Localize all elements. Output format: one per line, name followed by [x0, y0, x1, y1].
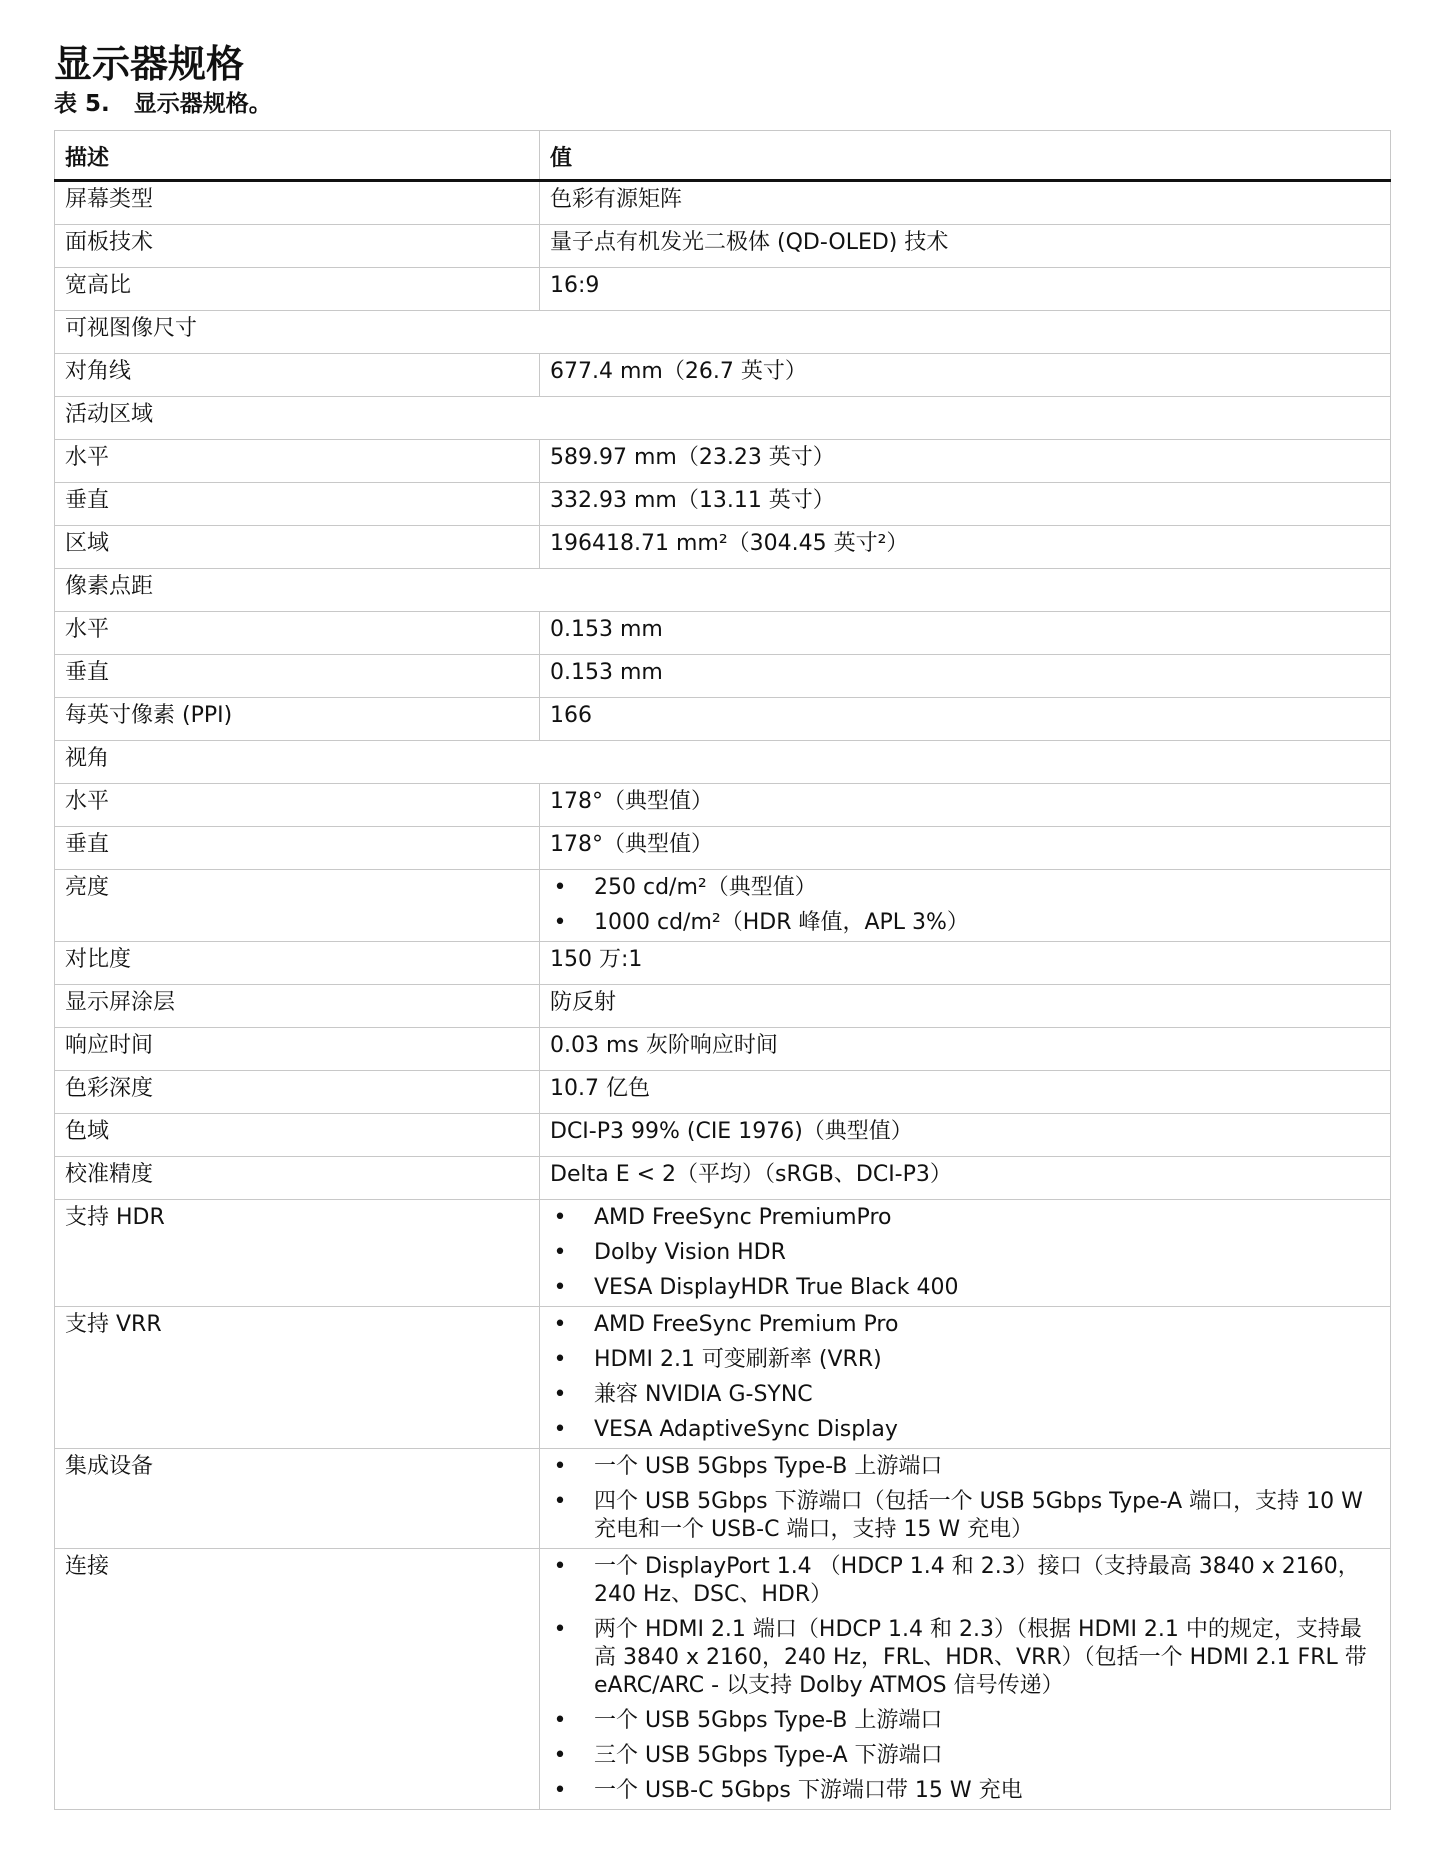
table-row [55, 1549, 1391, 1810]
list-item [550, 1239, 1380, 1267]
list-item-text: AMD FreeSync PremiumPro [594, 1205, 892, 1230]
row-label: 每英寸像素 (PPI) [55, 698, 540, 741]
row-value: 10.7 亿色 [540, 1071, 1391, 1114]
row-value: 677.4 mm（26.7 英寸） [540, 354, 1391, 397]
table-subrow [55, 483, 1391, 526]
column-header-value: 值 [540, 131, 1391, 181]
list-item-text: 一个 USB-C 5Gbps 下游端口带 15 W 充电 [594, 1778, 1023, 1803]
row-label: 区域 [55, 526, 540, 569]
list-item [550, 1616, 1380, 1700]
list-item-text: 一个 USB 5Gbps Type-B 上游端口 [594, 1708, 943, 1733]
spec-table [54, 130, 1391, 1810]
row-value: Delta E < 2（平均）（sRGB、DCI-P3） [540, 1157, 1391, 1200]
table-row [55, 225, 1391, 268]
bullet-icon: • [553, 875, 567, 900]
bullet-icon: • [553, 1417, 567, 1442]
bullet-icon: • [553, 1275, 567, 1300]
table-subrow [55, 354, 1391, 397]
row-label: 集成设备 [55, 1449, 540, 1549]
list-item [550, 1707, 1380, 1735]
row-label: 连接 [55, 1549, 540, 1810]
list-item [550, 1311, 1380, 1339]
table-header-row [55, 131, 1391, 181]
row-value [540, 1307, 1391, 1449]
table-row [55, 1449, 1391, 1549]
bullet-icon: • [553, 1454, 567, 1479]
list-item-text: Dolby Vision HDR [594, 1240, 786, 1265]
table-row [55, 311, 1391, 354]
row-value [540, 1549, 1391, 1810]
table-caption: 表 5. 显示器规格。 [54, 91, 272, 117]
value-list [550, 874, 1380, 937]
list-item-text: 250 cd/m²（典型值） [594, 875, 817, 900]
table-row [55, 1028, 1391, 1071]
row-value: 量子点有机发光二极体 (QD-OLED) 技术 [540, 225, 1391, 268]
row-value: 0.03 ms 灰阶响应时间 [540, 1028, 1391, 1071]
list-item [550, 1453, 1380, 1481]
bullet-icon: • [553, 1240, 567, 1265]
bullet-icon: • [553, 1708, 567, 1733]
list-item-text: 一个 DisplayPort 1.4 （HDCP 1.4 和 2.3）接口（支持最高 3840 x 2160，240 Hz、DSC、HDR） [594, 1554, 1360, 1607]
row-value: 178°（典型值） [540, 827, 1391, 870]
row-value: DCI-P3 99% (CIE 1976)（典型值） [540, 1114, 1391, 1157]
table-row [55, 181, 1391, 225]
list-item-text: 四个 USB 5Gbps 下游端口（包括一个 USB 5Gbps Type-A 端口，支持 10 W 充电和一个 USB-C 端口，支持 15 W 充电） [594, 1489, 1363, 1542]
list-item [550, 1346, 1380, 1374]
row-label: 垂直 [55, 483, 540, 526]
row-label: 垂直 [55, 827, 540, 870]
table-subrow [55, 440, 1391, 483]
row-label: 显示屏涂层 [55, 985, 540, 1028]
table-row [55, 1200, 1391, 1307]
list-item-text: 两个 HDMI 2.1 端口（HDCP 1.4 和 2.3）（根据 HDMI 2.1 中的规定，支持最高 3840 x 2160，240 Hz，FRL、HDR、VRR）（包括一个 HDMI 2.1 FRL 带 eARC/ARC - 以支持 Dolby ATMOS 信号传递） [594, 1617, 1367, 1698]
row-value: 色彩有源矩阵 [540, 181, 1391, 225]
bullet-icon: • [553, 1489, 567, 1514]
spec-table-body [55, 181, 1391, 1810]
row-value: 150 万:1 [540, 942, 1391, 985]
list-item [550, 1274, 1380, 1302]
row-value: 16:9 [540, 268, 1391, 311]
table-row [55, 698, 1391, 741]
row-value [540, 1200, 1391, 1307]
table-subrow [55, 612, 1391, 655]
table-subrow [55, 827, 1391, 870]
value-list [550, 1453, 1380, 1544]
row-label: 对角线 [55, 354, 540, 397]
row-label: 视角 [55, 741, 1391, 784]
list-item-text: 兼容 NVIDIA G-SYNC [594, 1382, 813, 1407]
list-item [550, 1742, 1380, 1770]
row-label: 支持 VRR [55, 1307, 540, 1449]
row-label: 可视图像尺寸 [55, 311, 1391, 354]
bullet-icon: • [553, 1743, 567, 1768]
list-item [550, 1777, 1380, 1805]
list-item-text: HDMI 2.1 可变刷新率 (VRR) [594, 1347, 882, 1372]
bullet-icon: • [553, 1205, 567, 1230]
table-row [55, 268, 1391, 311]
row-value [540, 1449, 1391, 1549]
table-row [55, 569, 1391, 612]
row-value: 166 [540, 698, 1391, 741]
bullet-icon: • [553, 910, 567, 935]
table-subrow [55, 526, 1391, 569]
row-value: 0.153 mm [540, 612, 1391, 655]
bullet-icon: • [553, 1617, 567, 1642]
list-item [550, 909, 1380, 937]
row-label: 校准精度 [55, 1157, 540, 1200]
row-label: 对比度 [55, 942, 540, 985]
list-item-text: VESA AdaptiveSync Display [594, 1417, 898, 1442]
bullet-icon: • [553, 1554, 567, 1579]
value-list [550, 1311, 1380, 1444]
list-item-text: 1000 cd/m²（HDR 峰值，APL 3%） [594, 910, 969, 935]
list-item [550, 874, 1380, 902]
row-label: 像素点距 [55, 569, 1391, 612]
list-item [550, 1553, 1380, 1609]
value-list [550, 1553, 1380, 1805]
table-row [55, 741, 1391, 784]
list-item-text: VESA DisplayHDR True Black 400 [594, 1275, 959, 1300]
document-page [54, 40, 1390, 1810]
table-subrow [55, 784, 1391, 827]
row-label: 水平 [55, 612, 540, 655]
row-label: 色域 [55, 1114, 540, 1157]
row-value: 196418.71 mm²（304.45 英寸²） [540, 526, 1391, 569]
value-list [550, 1204, 1380, 1302]
row-value: 178°（典型值） [540, 784, 1391, 827]
table-row [55, 1307, 1391, 1449]
page-title: 显示器规格 [54, 42, 245, 86]
table-row [55, 1157, 1391, 1200]
table-row [55, 942, 1391, 985]
table-row [55, 1071, 1391, 1114]
table-subrow [55, 655, 1391, 698]
row-label: 支持 HDR [55, 1200, 540, 1307]
list-item [550, 1381, 1380, 1409]
table-row [55, 870, 1391, 942]
row-value: 589.97 mm（23.23 英寸） [540, 440, 1391, 483]
bullet-icon: • [553, 1778, 567, 1803]
bullet-icon: • [553, 1382, 567, 1407]
row-label: 亮度 [55, 870, 540, 942]
row-label: 宽高比 [55, 268, 540, 311]
table-row [55, 1114, 1391, 1157]
list-item-text: 三个 USB 5Gbps Type-A 下游端口 [594, 1743, 943, 1768]
bullet-icon: • [553, 1347, 567, 1372]
row-label: 水平 [55, 784, 540, 827]
list-item [550, 1204, 1380, 1232]
row-label: 面板技术 [55, 225, 540, 268]
list-item [550, 1488, 1380, 1544]
row-value: 332.93 mm（13.11 英寸） [540, 483, 1391, 526]
row-label: 活动区域 [55, 397, 1391, 440]
row-label: 响应时间 [55, 1028, 540, 1071]
row-label: 屏幕类型 [55, 181, 540, 225]
row-value: 防反射 [540, 985, 1391, 1028]
row-label: 水平 [55, 440, 540, 483]
row-label: 色彩深度 [55, 1071, 540, 1114]
list-item [550, 1416, 1380, 1444]
list-item-text: 一个 USB 5Gbps Type-B 上游端口 [594, 1454, 943, 1479]
column-header-description: 描述 [55, 131, 540, 181]
row-label: 垂直 [55, 655, 540, 698]
table-row [55, 985, 1391, 1028]
bullet-icon: • [553, 1312, 567, 1337]
row-value: 0.153 mm [540, 655, 1391, 698]
table-row [55, 397, 1391, 440]
row-value [540, 870, 1391, 942]
list-item-text: AMD FreeSync Premium Pro [594, 1312, 899, 1337]
